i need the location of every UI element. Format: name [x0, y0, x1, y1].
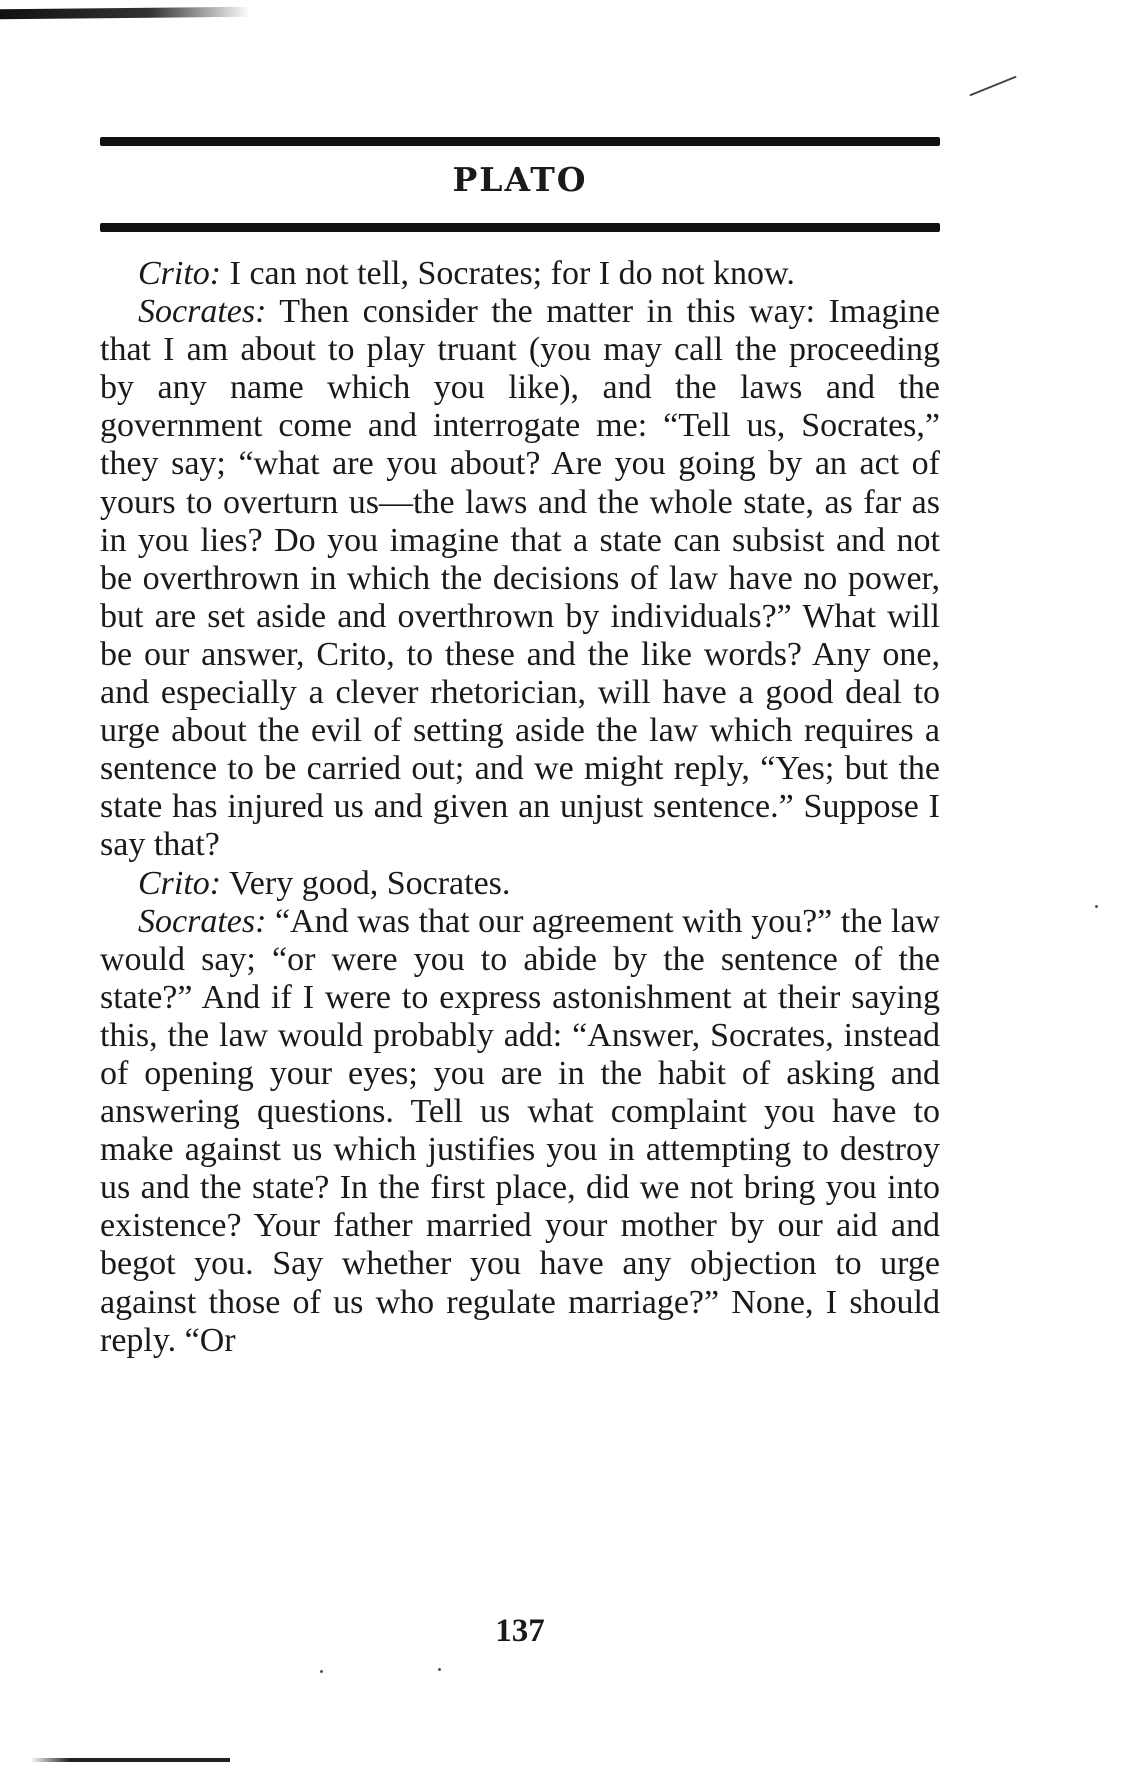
speaker-label: Crito:: [138, 255, 222, 292]
paragraph: [100, 255, 940, 293]
page-number: 137: [495, 1613, 545, 1649]
speck: [1095, 905, 1098, 908]
speaker-label: Crito:: [138, 864, 222, 902]
header-rule-top: [100, 137, 940, 146]
scan-edge-mark-bottom: [30, 1758, 230, 1762]
body-text: [100, 255, 940, 1360]
paragraph-text: Very good, Socrates.: [221, 864, 511, 902]
speck: [320, 1670, 323, 1673]
paragraph-text: “And was that our agreement with you?” the law would say; “or were you to abide by the sentence of the state?” And if I were to express astonishment at their saying this, the law would probably add: “Answer, Socrates, instead of opening your eyes; you are in the habit of asking and answering questions. Tell us what complaint you have to make against us which justifies you in attempting to destroy us and the state? In the first place, did we not bring you into existence? Your father married your mother by our aid and begot you. Say whether you have any objection to urge against those of us who regulate marriage?” None, I should reply. “Or: [100, 902, 940, 1359]
speaker-label: Socrates:: [138, 902, 267, 940]
running-title: PLATO: [452, 160, 588, 199]
header-rule-bottom: [100, 223, 940, 232]
paragraph: [100, 903, 940, 1360]
speaker-label: Socrates:: [138, 293, 267, 331]
scan-stray-mark: [969, 76, 1016, 97]
paragraph-text: I can not tell, Socrates; for I do not know.: [221, 255, 795, 292]
paragraph: [100, 293, 940, 864]
paragraph: [100, 865, 940, 903]
paragraph-text: Then consider the matter in this way: Imagine that I am about to play truant (you may call the proceeding by any name which you like), and the laws and the government come and interrogate me: “Tell us, Socrates,” they say; “what are you about? Are you going by an act of yours to overturn us—the laws and the whole state, as far as in you lies? Do you imagine that a state can subsist and not be overthrown in which the decisions of law have no power, but are set aside and overthrown by individuals?” What will be our answer, Crito, to these and the like words? Any one, and especially a clever rhetorician, will have a good deal to urge about the evil of setting aside the law which requires a sentence to be carried out; and we might reply, “Yes; but the state has injured us and given an unjust sentence.” Suppose I say that?: [100, 293, 940, 864]
speck: [438, 1668, 441, 1671]
scan-edge-mark: [0, 7, 250, 20]
